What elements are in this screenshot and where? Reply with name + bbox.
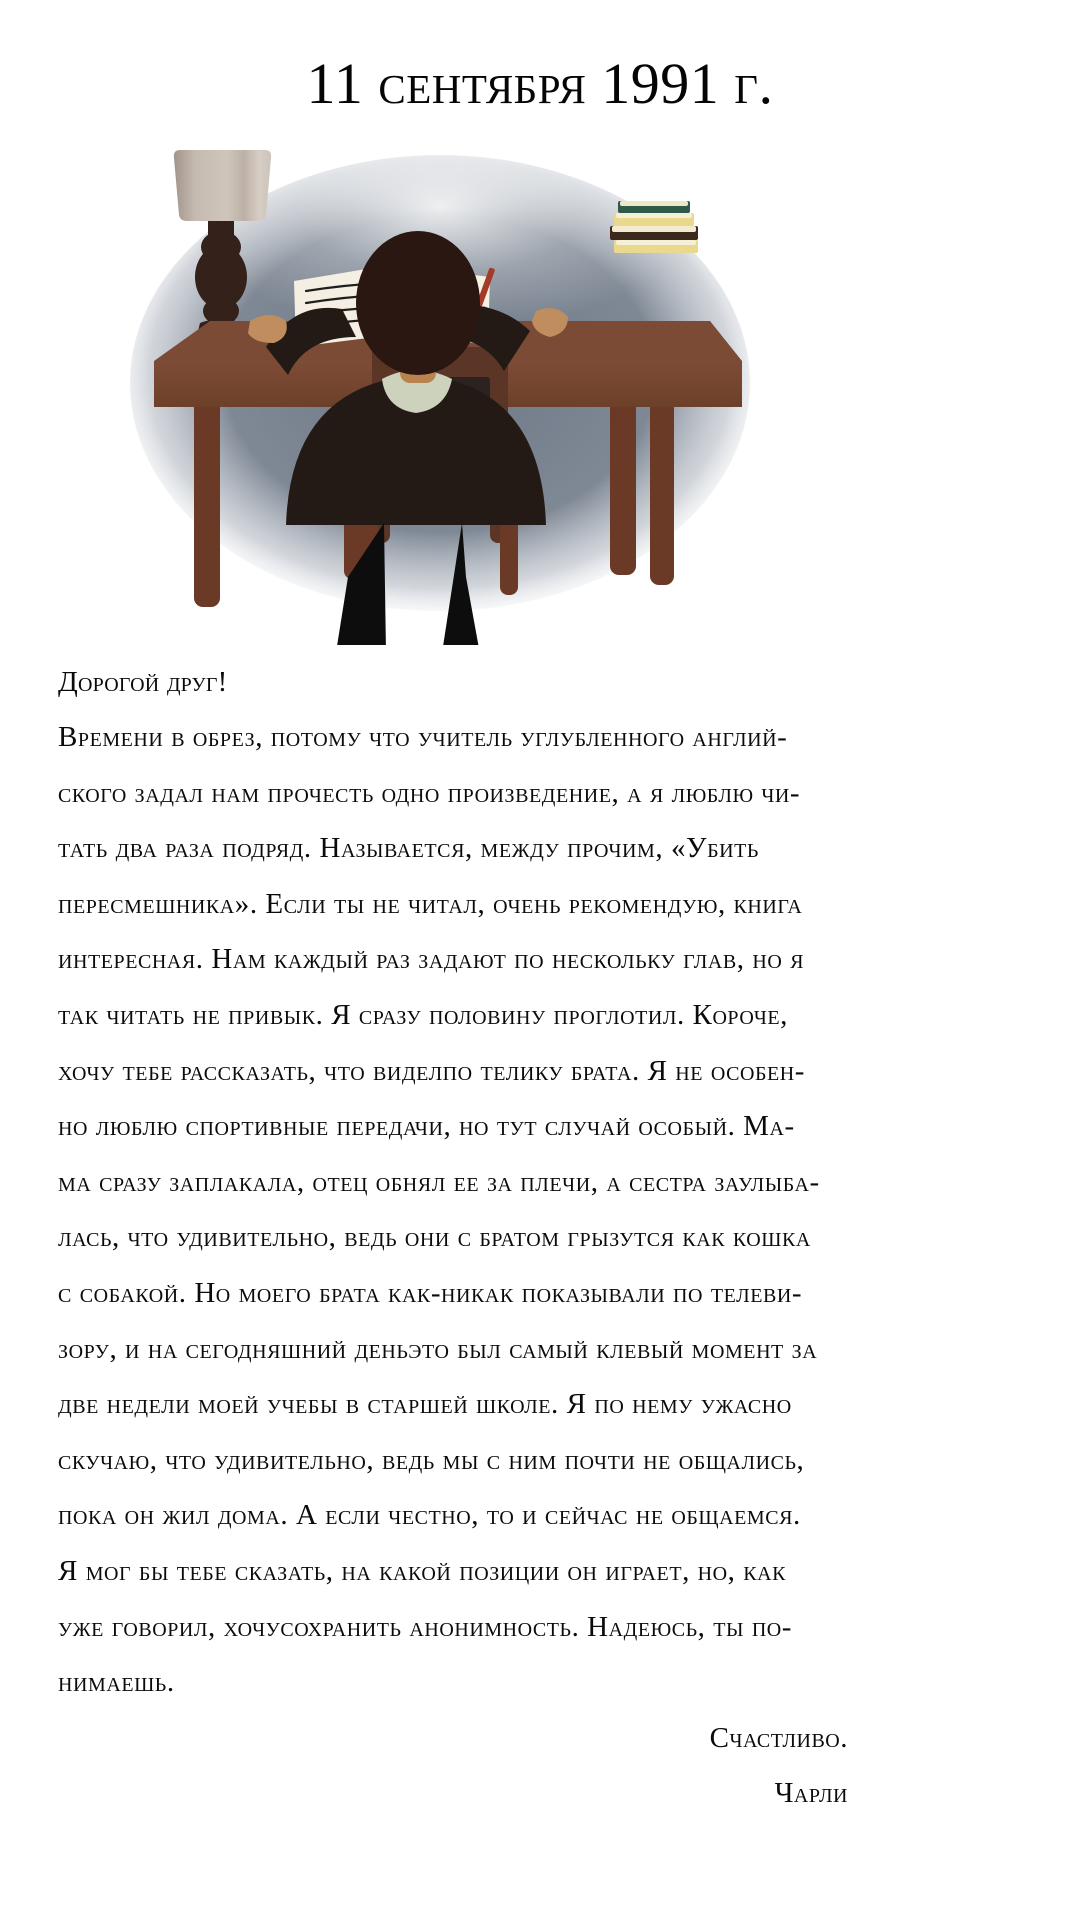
letter-line: так читать не привык. Я сразу половину проглотил. Короче, — [58, 998, 788, 1031]
letter-line: зору, и на сегодняшний деньэто был самый клевый момент за — [58, 1332, 818, 1365]
letter-body — [58, 668, 848, 1808]
signoff-closing: Счастливо. — [709, 1721, 848, 1754]
letter-line: ма сразу заплакала, отец обнял ее за плечи, а сестра заулыба- — [58, 1165, 820, 1198]
letter-line: скучаю, что удивительно, ведь мы с ним почти не общались, — [58, 1443, 805, 1476]
letter-line: нимаешь. — [58, 1666, 175, 1699]
letter-line: хочу тебе рассказать, что виделпо телику брата. Я не особен- — [58, 1054, 805, 1087]
letter-signoff — [58, 1721, 848, 1809]
letter-line: две недели моей учебы в старшей школе. Я по нему ужасно — [58, 1388, 792, 1421]
illustration-boy-reading-at-desk — [90, 125, 790, 645]
letter-line: ского задал нам прочесть одно произведение, а я люблю чи- — [58, 776, 801, 809]
letter-line: лась, что удивительно, ведь они с братом грызутся как кошка — [58, 1221, 811, 1254]
letter-line: уже говорил, хочусохранить анонимность. Надеюсь, ты по- — [58, 1610, 793, 1643]
book-stack — [610, 201, 698, 253]
letter-line: но люблю спортивные передачи, но тут случай особый. Ма- — [58, 1110, 795, 1143]
letter-line: Я мог бы тебе сказать, на какой позиции он играет, но, как — [58, 1554, 787, 1587]
letter-line: с собакой. Но моего брата как-никак показывали по телеви- — [58, 1276, 803, 1309]
letter-line: пока он жил дома. А если честно, то и сейчас не общаемся. — [58, 1499, 801, 1532]
letter-line: интересная. Нам каждый раз задают по нескольку глав, но я — [58, 943, 805, 976]
signoff-name: Чарли — [774, 1776, 848, 1809]
page-title: 11 сентября 1991 г. — [306, 51, 774, 116]
letter-line: пересмешника». Если ты не читал, очень рекомендую, книга — [58, 887, 803, 920]
letter-line: тать два раза подряд. Называется, между прочим, «Убить — [58, 832, 759, 865]
letter-greeting: Дорогой друг! — [58, 666, 228, 698]
letter-line: Времени в обрез, потому что учитель углубленного англий- — [58, 721, 788, 753]
